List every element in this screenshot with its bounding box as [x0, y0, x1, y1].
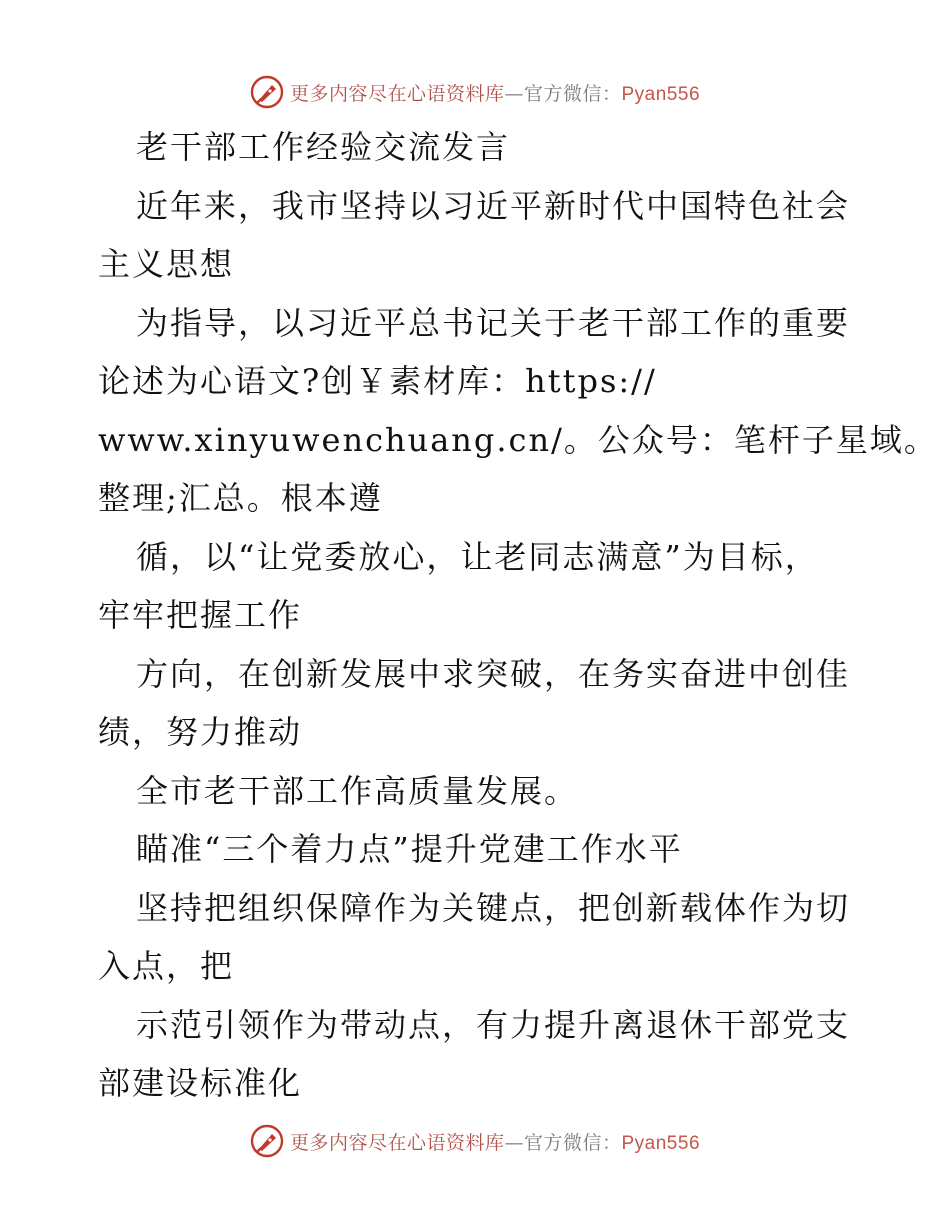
- header-banner-contact-label: 官方微信：: [523, 82, 622, 105]
- paragraph-line: www.xinyuwenchuang.cn/。公众号：笔杆子星域。: [98, 420, 938, 459]
- footer-banner-handle: Pyan556: [621, 1132, 701, 1154]
- paragraph-line: 整理;汇总。根本遵: [98, 479, 383, 517]
- footer-banner-title: 更多内容尽在心语资料库: [289, 1131, 505, 1154]
- header-banner: [0, 72, 950, 112]
- paragraph-line: 绩，努力推动: [98, 713, 303, 751]
- paragraph-line: 论述为心语文?创￥素材库：https://: [98, 362, 657, 400]
- pen-nib-logo-icon: [250, 75, 284, 109]
- header-banner-handle: Pyan556: [621, 83, 701, 105]
- section-heading: 瞄准“三个着力点”提升党建工作水平: [136, 830, 683, 868]
- paragraph-line: 为指导，以习近平总书记关于老干部工作的重要: [136, 303, 851, 342]
- paragraph-line: 方向，在创新发展中求突破，在务实奋进中创佳: [136, 654, 851, 693]
- footer-banner: [0, 1121, 950, 1161]
- footer-banner-contact-label: 官方微信：: [523, 1131, 622, 1154]
- header-banner-title: 更多内容尽在心语资料库: [289, 82, 505, 105]
- pen-nib-logo-icon: [250, 1124, 284, 1158]
- footer-banner-text: [290, 1128, 700, 1155]
- paragraph-line: 示范引领作为带动点，有力提升离退休干部党支: [136, 1005, 851, 1044]
- header-banner-inner: [250, 75, 700, 109]
- paragraph-line: 坚持把组织保障作为关键点，把创新载体作为切: [136, 888, 851, 927]
- header-banner-text: [290, 79, 700, 106]
- footer-banner-separator: —: [504, 1131, 524, 1154]
- paragraph-line: 全市老干部工作高质量发展。: [136, 771, 579, 810]
- paragraph-line: 循，以“让党委放心，让老同志满意”为目标，: [136, 537, 819, 576]
- paragraph-line: 入点，把: [98, 947, 235, 985]
- document-title: 老干部工作经验交流发言: [136, 128, 511, 166]
- paragraph-line: 主义思想: [98, 245, 235, 283]
- paragraph-line: 近年来，我市坚持以习近平新时代中国特色社会: [136, 186, 851, 225]
- paragraph-line: 牢牢把握工作: [98, 596, 303, 634]
- paragraph-line: 部建设标准化: [98, 1064, 303, 1102]
- header-banner-separator: —: [504, 82, 524, 105]
- document-body: [98, 118, 938, 1113]
- footer-banner-inner: [250, 1124, 700, 1158]
